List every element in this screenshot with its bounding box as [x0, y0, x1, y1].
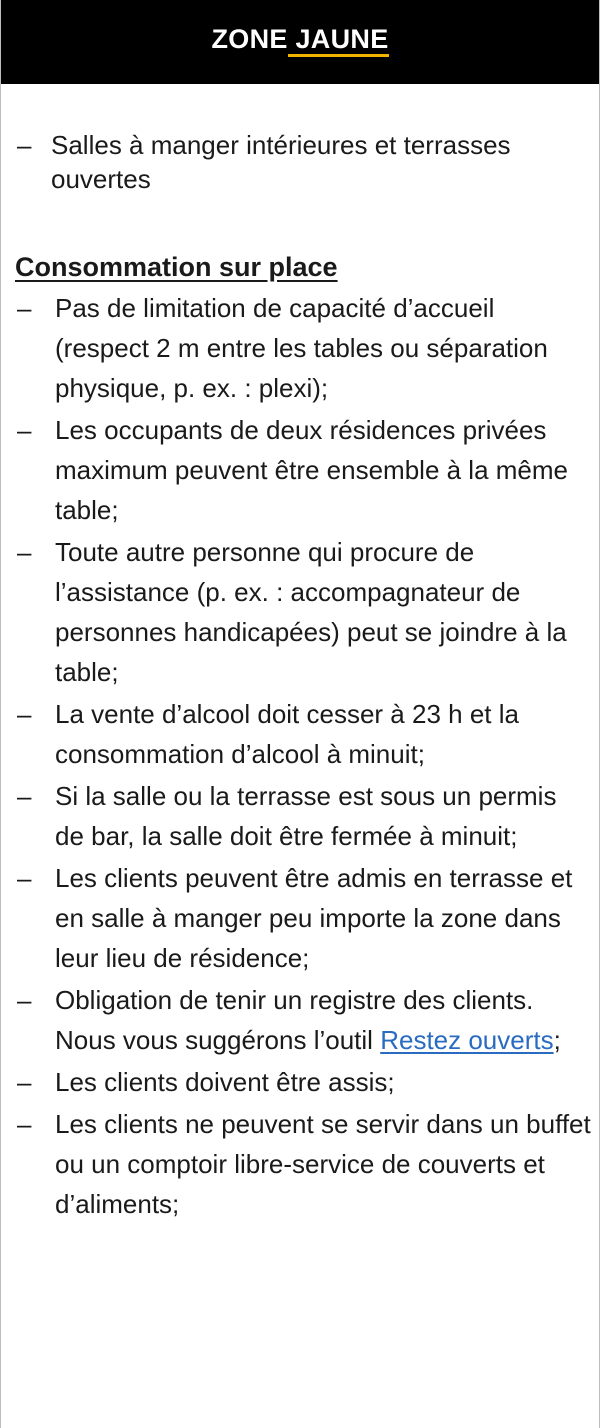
link-suffix: ;	[553, 1025, 561, 1055]
intro-item	[15, 128, 591, 196]
list-item-registry	[15, 980, 591, 1060]
dash-bullet: –	[17, 1109, 32, 1139]
dash-bullet: –	[17, 863, 32, 893]
list-item-text: Obligation de tenir un registre des clients. Nous vous suggérons l’outil	[55, 985, 534, 1055]
rules-list	[15, 288, 591, 1224]
list-item	[15, 694, 591, 774]
list-item	[15, 1062, 591, 1102]
list-item-text: Les occupants de deux résidences privées maximum peuvent être ensemble à la même table;	[55, 415, 569, 525]
list-item-text: La vente d’alcool doit cesser à 23 h et la consommation d’alcool à minuit;	[55, 699, 519, 769]
zone-header	[1, 0, 599, 84]
section-title: Consommation sur place	[15, 252, 338, 282]
intro-text: Salles à manger intérieures et terrasses ouvertes	[51, 130, 511, 194]
list-item-text: Pas de limitation de capacité d’accueil (respect 2 m entre les tables ou séparation physique, p. ex. : plexi);	[55, 293, 548, 403]
zone-title-part1: ZONE	[211, 24, 288, 54]
dash-bullet: –	[17, 1067, 32, 1097]
list-item	[15, 288, 591, 408]
document-content	[15, 128, 591, 1226]
list-item	[15, 410, 591, 530]
list-item-text: Si la salle ou la terrasse est sous un permis de bar, la salle doit être fermée à minuit;	[55, 781, 557, 851]
list-item-text: Les clients doivent être assis;	[55, 1067, 395, 1097]
dash-bullet: –	[17, 130, 32, 160]
dash-bullet: –	[17, 699, 32, 729]
list-item-text: Les clients peuvent être admis en terrasse et en salle à manger peu importe la zone dans leur lieu de résidence;	[55, 863, 573, 973]
dash-bullet: –	[17, 985, 32, 1015]
dash-bullet: –	[17, 293, 32, 323]
dash-bullet: –	[17, 415, 32, 445]
dash-bullet: –	[17, 537, 32, 567]
list-item-text: Toute autre personne qui procure de l’assistance (p. ex. : accompagnateur de personnes handicapées) peut se joindre à la table;	[55, 537, 567, 687]
list-item-text: Les clients ne peuvent se servir dans un buffet ou un comptoir libre-service de couverts et d’aliments;	[55, 1109, 591, 1219]
list-item	[15, 532, 591, 692]
dash-bullet: –	[17, 781, 32, 811]
zone-title-part2-underlined: JAUNE	[288, 24, 389, 57]
zone-title	[1, 24, 599, 55]
restez-ouverts-link[interactable]: Restez ouverts	[380, 1025, 554, 1055]
list-item	[15, 858, 591, 978]
list-item	[15, 1104, 591, 1224]
list-item	[15, 776, 591, 856]
